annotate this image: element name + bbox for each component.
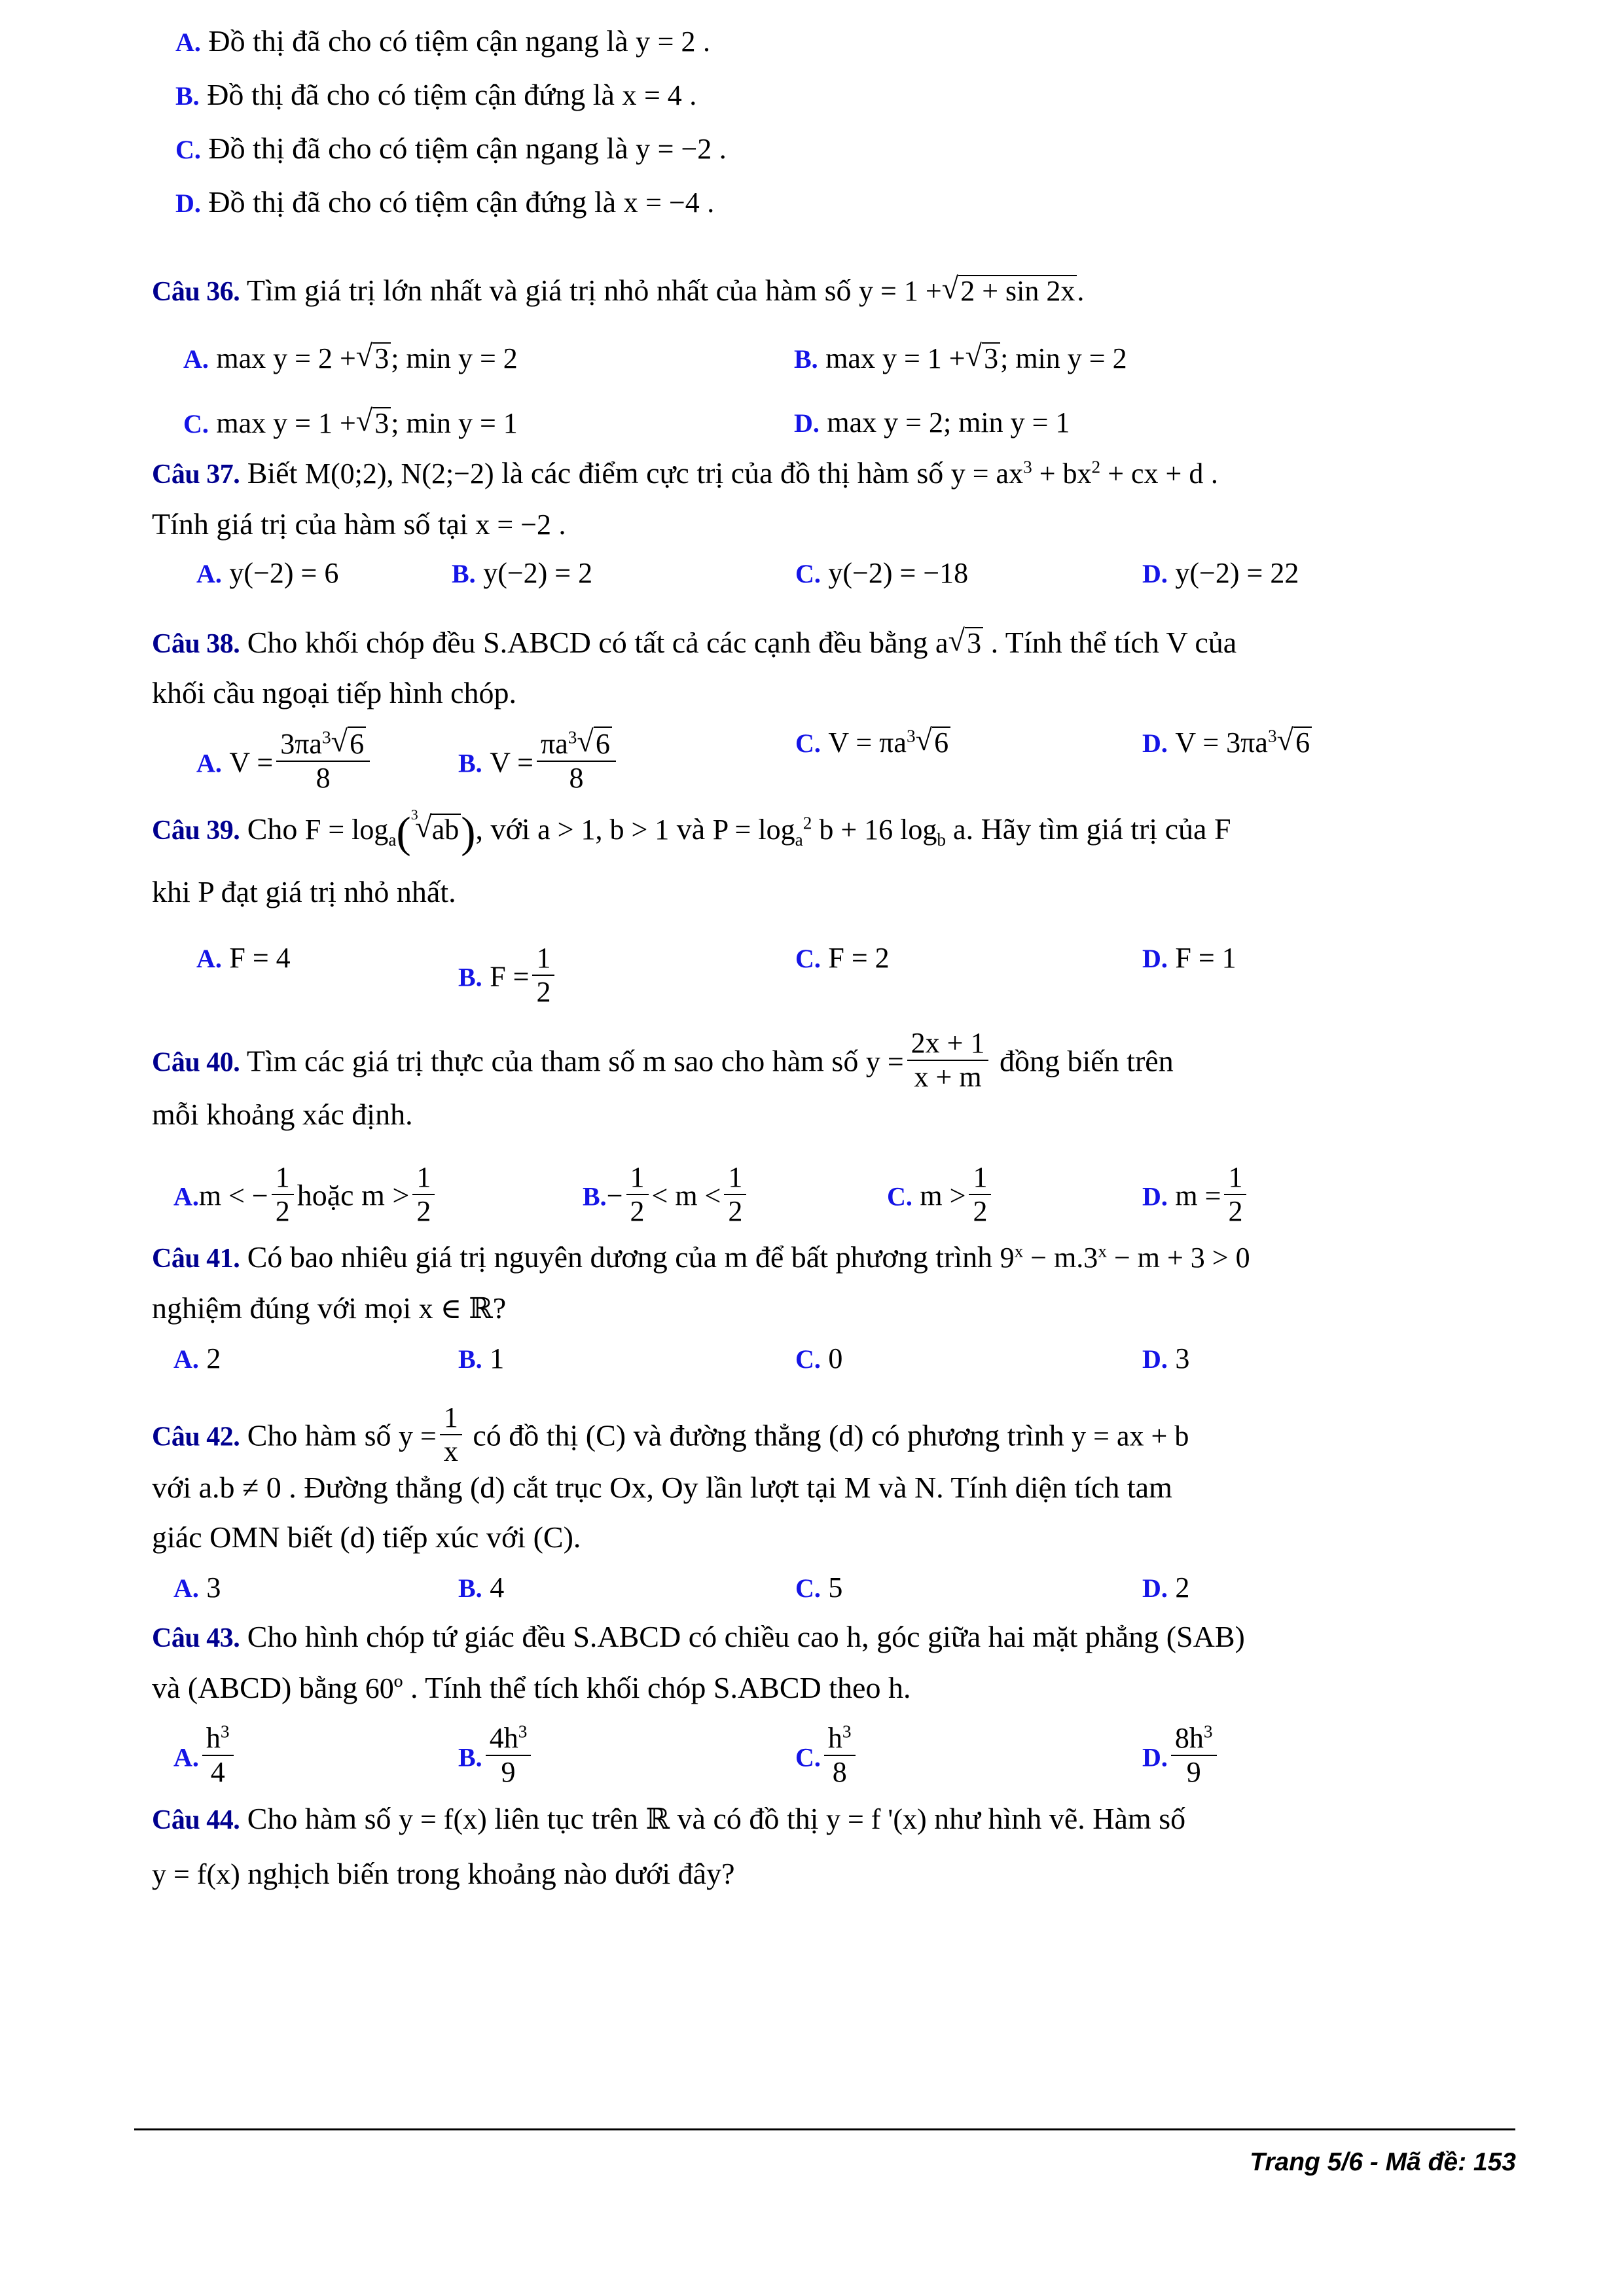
option-label-d: D. bbox=[1142, 944, 1168, 973]
q41-stem-line2 bbox=[152, 1293, 506, 1323]
q35-option-b-math-x: x bbox=[622, 79, 637, 111]
option-label-d: D. bbox=[175, 188, 201, 218]
page-footer: Trang 5/6 - Mã đề: 153 bbox=[1250, 2148, 1516, 2176]
option-label-a: A. bbox=[173, 1344, 199, 1374]
q38-stem-line2 bbox=[152, 678, 516, 708]
q36-option-b bbox=[794, 342, 1127, 373]
q40-option-d bbox=[1142, 1162, 1250, 1227]
q35-option-d-period: . bbox=[707, 187, 715, 219]
q39-stem-line2 bbox=[152, 877, 456, 907]
q39-option-b-lead: F = bbox=[490, 960, 530, 993]
q40-line2: mỗi khoảng xác định. bbox=[152, 1098, 413, 1131]
q43-angle: 60º bbox=[365, 1672, 403, 1704]
q42-stem-fraction: $\frac{1}{x}$ bbox=[440, 1402, 462, 1467]
q40-option-b-fraction-1: $\frac{1}{2}$ bbox=[626, 1162, 649, 1227]
q43-option-a bbox=[173, 1723, 237, 1787]
q37-option-b-text: y(−2) = 2 bbox=[483, 557, 593, 589]
option-label-d: D. bbox=[1142, 1573, 1168, 1603]
q44-stem-R: ℝ bbox=[645, 1803, 670, 1835]
q41-line2-pre: nghiệm đúng với mọi bbox=[152, 1291, 412, 1325]
q35-option-d-math-eq: = −4 bbox=[645, 187, 700, 219]
q39-stem-P: $P = \log_a^2 b + 16$ $\log_b a$ bbox=[712, 813, 966, 850]
option-label-d: D. bbox=[1142, 1344, 1168, 1374]
q41-option-b bbox=[458, 1343, 504, 1373]
q40-stem-pre: Tìm các giá trị thực của tham số m sao cho hàm số bbox=[246, 1044, 859, 1078]
q42-stem-mid: có đồ thị (C) và đường thẳng (d) có phương trình bbox=[473, 1418, 1064, 1452]
q35-option-a-math-y: y bbox=[636, 26, 651, 58]
q38-option-c-sqrt: √ 6 bbox=[916, 726, 951, 757]
option-label-d: D. bbox=[1142, 1742, 1168, 1772]
q36-option-a bbox=[183, 342, 518, 373]
q35-option-c-text: Đồ thị đã cho có tiệm cận ngang là bbox=[208, 132, 628, 165]
q41-option-a bbox=[173, 1343, 221, 1373]
q38-line2: khối cầu ngoại tiếp hình chóp. bbox=[152, 676, 516, 709]
q44-number: Câu 44. bbox=[152, 1805, 240, 1835]
q35-option-b-math-eq: = 4 bbox=[643, 79, 682, 111]
q41-line2-end: ? bbox=[492, 1291, 507, 1325]
q39-paren-open: ( bbox=[396, 809, 411, 857]
q40-stem-fraction: $\frac{2x + 1}{x + m}$ bbox=[907, 1028, 989, 1092]
q36-stem bbox=[152, 275, 1084, 306]
q44-stem-tail: như hình vẽ. Hàm số bbox=[934, 1802, 1186, 1835]
option-label-b: B. bbox=[458, 748, 482, 778]
q37-option-b bbox=[452, 558, 592, 588]
q40-option-c bbox=[887, 1162, 994, 1227]
q41-option-d-text: 3 bbox=[1175, 1342, 1190, 1374]
q44-stem-fprime: y = f '(x) bbox=[825, 1803, 927, 1835]
q44-line2-f: y = f(x) bbox=[152, 1858, 240, 1890]
option-label-c: C. bbox=[795, 1573, 821, 1603]
q35-option-a-text: Đồ thị đã cho có tiệm cận ngang là bbox=[208, 24, 628, 58]
option-label-c: C. bbox=[795, 728, 821, 758]
q44-stem-line1 bbox=[152, 1804, 1185, 1834]
option-label-a: A. bbox=[196, 748, 222, 778]
q42-number: Câu 42. bbox=[152, 1422, 240, 1452]
option-label-c: C. bbox=[887, 1181, 912, 1211]
option-label-b: B. bbox=[458, 1573, 482, 1603]
q41-option-b-text: 1 bbox=[490, 1342, 505, 1374]
q43-line2-tail: . Tính thể tích khối chóp S.ABCD theo h. bbox=[410, 1671, 911, 1704]
q42-option-c-text: 5 bbox=[828, 1571, 843, 1604]
q36-option-b-tail: ; min y = 2 bbox=[1000, 342, 1127, 374]
q41-stem-line1 bbox=[152, 1242, 1250, 1272]
q37-stem-line1 bbox=[152, 458, 1218, 488]
option-label-a: A. bbox=[173, 1573, 199, 1603]
q40-option-d-pre: m = bbox=[1175, 1179, 1221, 1212]
option-label-a: A. bbox=[196, 944, 222, 973]
q38-option-b bbox=[458, 726, 619, 793]
q42-option-b-text: 4 bbox=[490, 1571, 505, 1604]
option-label-a: A. bbox=[196, 559, 222, 588]
q40-option-d-fraction: $\frac{1}{2}$ bbox=[1224, 1162, 1246, 1227]
q38-stem-pre: Cho khối chóp đều S.ABCD có tất cả các cạnh đều bằng bbox=[247, 626, 928, 659]
q36-option-c-sqrt: √ 3 bbox=[356, 407, 391, 438]
q43-option-b-fraction: $\frac{4h^3}{9}$ bbox=[486, 1723, 532, 1787]
q39-number: Câu 39. bbox=[152, 816, 240, 846]
q36-option-a-tail: ; min y = 2 bbox=[391, 342, 518, 374]
q35-option-c-math-y: y bbox=[636, 133, 651, 165]
q37-stem-points: M(0;2), N(2;−2) bbox=[304, 457, 494, 490]
q38-stem-line1 bbox=[152, 627, 1236, 658]
q43-option-d-fraction: $\frac{8h^3}{9}$ bbox=[1171, 1723, 1217, 1787]
option-label-d: D. bbox=[1142, 1181, 1168, 1211]
option-label-c: C. bbox=[795, 1344, 821, 1374]
q40-option-b-fraction-2: $\frac{1}{2}$ bbox=[724, 1162, 746, 1227]
q44-stem-mid: liên tục trên bbox=[494, 1802, 638, 1835]
q39-stem-mid: , với bbox=[475, 812, 530, 846]
q36-option-a-sqrt: √ 3 bbox=[356, 342, 391, 373]
q40-option-b-pre: − bbox=[606, 1179, 623, 1212]
q39-option-a bbox=[196, 942, 291, 973]
q42-stem-line3 bbox=[152, 1522, 581, 1552]
q40-option-a bbox=[173, 1162, 438, 1227]
q38-stem-mid: . Tính thể tích V của bbox=[990, 626, 1237, 659]
q38-option-d-text: $V = 3\pi a^3$ bbox=[1175, 726, 1277, 759]
q41-stem-pre: Có bao nhiêu giá trị nguyên dương của m để bất phương trình bbox=[247, 1240, 993, 1274]
q37-option-c bbox=[795, 558, 968, 588]
q36-option-c bbox=[183, 407, 518, 438]
q41-option-c bbox=[795, 1343, 842, 1373]
q41-number: Câu 41. bbox=[152, 1244, 240, 1274]
q35-option-d bbox=[175, 187, 714, 217]
q36-option-d bbox=[794, 407, 1070, 437]
q40-option-c-pre: m > bbox=[920, 1179, 966, 1212]
q42-stem-y: y = bbox=[398, 1420, 437, 1452]
q36-number: Câu 36. bbox=[152, 277, 240, 307]
q36-stem-text: Tìm giá trị lớn nhất và giá trị nhỏ nhất của hàm số bbox=[246, 274, 852, 307]
q38-option-a-lead: V = bbox=[229, 746, 274, 779]
q35-option-d-text: Đồ thị đã cho có tiệm cận đứng là bbox=[208, 185, 617, 219]
footer-divider bbox=[134, 2128, 1515, 2130]
q42-stem-line1 bbox=[152, 1402, 1189, 1467]
q41-line2-math: x ∈ ℝ bbox=[418, 1293, 493, 1325]
q39-paren-close: ) bbox=[461, 809, 476, 857]
q43-stem-line1 bbox=[152, 1622, 1245, 1652]
q42-option-c bbox=[795, 1572, 842, 1602]
q40-option-c-fraction: $\frac{1}{2}$ bbox=[969, 1162, 991, 1227]
q43-option-a-fraction: $\frac{h^3}{4}$ bbox=[202, 1723, 234, 1787]
q37-stem-pre: Biết bbox=[247, 456, 298, 490]
q43-option-c-fraction: $\frac{h^3}{8}$ bbox=[824, 1723, 856, 1787]
q40-option-b-mid: < m < bbox=[651, 1179, 721, 1212]
q38-stem-math-a: a bbox=[935, 627, 948, 659]
option-label-a: A. bbox=[173, 1181, 199, 1211]
q42-option-a bbox=[173, 1572, 221, 1602]
q36-stem-sqrt: √ 2 + sin 2x bbox=[942, 275, 1077, 306]
q39-option-b-fraction: $\frac{1}{2}$ bbox=[532, 942, 554, 1007]
q37-stem-dot: . bbox=[1210, 457, 1218, 490]
q39-option-d bbox=[1142, 942, 1236, 973]
q37-option-a-text: y(−2) = 6 bbox=[229, 557, 339, 589]
q43-option-b bbox=[458, 1723, 534, 1787]
q36-option-c-tail: ; min y = 1 bbox=[391, 407, 518, 439]
q42-option-d-text: 2 bbox=[1175, 1571, 1190, 1604]
q38-option-b-lead: V = bbox=[490, 746, 533, 779]
q39-stem-cond: a > 1, b > 1 bbox=[537, 814, 670, 846]
q39-option-c-text: F = 2 bbox=[828, 942, 890, 974]
q38-option-d-sqrt: √ 6 bbox=[1277, 726, 1312, 757]
q39-option-d-text: F = 1 bbox=[1175, 942, 1236, 974]
q37-stem-line2 bbox=[152, 509, 566, 539]
q42-stem-eq: y = ax + b bbox=[1072, 1420, 1189, 1452]
option-label-b: B. bbox=[458, 962, 482, 992]
q36-option-b-lead: max y = 1 + bbox=[825, 342, 965, 374]
q37-line2-dot: . bbox=[558, 509, 566, 541]
option-label-c: C. bbox=[795, 559, 821, 588]
option-label-d: D. bbox=[794, 408, 820, 438]
q40-stem-line2 bbox=[152, 1100, 413, 1130]
q38-option-a-fraction: $\frac{3\pi a^3 √ 6}{8}$ bbox=[276, 726, 370, 793]
q43-stem-line2 bbox=[152, 1673, 911, 1703]
q44-stem-mid2: và có đồ thị bbox=[677, 1802, 819, 1835]
q37-option-c-text: y(−2) = −18 bbox=[828, 557, 969, 589]
q35-option-a-period: . bbox=[702, 26, 710, 58]
option-label-b: B. bbox=[458, 1742, 482, 1772]
q38-option-c-text: $V = \pi a^3$ bbox=[828, 726, 916, 759]
q38-option-a bbox=[196, 726, 373, 793]
q37-number: Câu 37. bbox=[152, 459, 240, 490]
q43-option-c bbox=[795, 1723, 859, 1787]
q39-option-b bbox=[458, 942, 558, 1007]
q42-option-a-text: 3 bbox=[206, 1571, 221, 1604]
q35-option-c-math-eq: = −2 bbox=[657, 133, 712, 165]
option-label-d: D. bbox=[1142, 728, 1168, 758]
q44-line2-tail: nghịch biến trong khoảng nào dưới đây? bbox=[247, 1857, 735, 1890]
q41-option-d bbox=[1142, 1343, 1189, 1373]
q43-option-d bbox=[1142, 1723, 1220, 1787]
q36-stem-math-lead: y = 1 + bbox=[859, 275, 942, 307]
q36-option-b-sqrt: √ 3 bbox=[965, 342, 1001, 373]
q35-option-b-text: Đồ thị đã cho có tiệm cận đứng là bbox=[207, 78, 615, 111]
q41-option-c-text: 0 bbox=[828, 1342, 843, 1374]
q39-stem-and: và bbox=[676, 812, 706, 846]
q42-option-b bbox=[458, 1572, 504, 1602]
q36-option-a-lead: max y = 2 + bbox=[216, 342, 356, 374]
q35-option-b bbox=[175, 80, 696, 110]
q37-line2-pre: Tính giá trị của hàm số tại bbox=[152, 507, 468, 541]
option-label-c: C. bbox=[795, 944, 821, 973]
q40-option-a-fraction-2: $\frac{1}{2}$ bbox=[412, 1162, 435, 1227]
q39-option-a-text: F = 4 bbox=[229, 942, 291, 974]
q36-option-c-lead: max y = 1 + bbox=[216, 407, 356, 439]
q37-stem-mid: là các điểm cực trị của đồ thị hàm số bbox=[501, 456, 944, 490]
q43-line2-pre: và (ABCD) bằng bbox=[152, 1671, 358, 1704]
q40-option-a-fraction-1: $\frac{1}{2}$ bbox=[272, 1162, 294, 1227]
q35-option-b-period: . bbox=[689, 79, 697, 111]
q38-number: Câu 38. bbox=[152, 629, 240, 659]
q44-stem-line2 bbox=[152, 1859, 734, 1889]
q40-option-a-mid: hoặc m > bbox=[297, 1178, 410, 1212]
q40-number: Câu 40. bbox=[152, 1047, 240, 1078]
option-label-c: C. bbox=[795, 1742, 821, 1772]
q39-cube-root: √ 3 ab bbox=[411, 814, 461, 844]
q37-stem-fn: $y = ax^3 + bx^2$ + cx + d bbox=[950, 457, 1204, 490]
q35-option-d-math-x: x bbox=[623, 187, 638, 219]
q35-option-c bbox=[175, 134, 727, 164]
q44-stem-f: y = f(x) bbox=[398, 1803, 487, 1835]
q42-option-d bbox=[1142, 1572, 1189, 1602]
option-label-b: B. bbox=[452, 559, 476, 588]
q37-line2-math: x = −2 bbox=[475, 509, 552, 541]
q37-option-d bbox=[1142, 558, 1299, 588]
q40-stem-line1 bbox=[152, 1028, 1174, 1092]
q37-option-a bbox=[196, 558, 338, 588]
option-label-a: A. bbox=[173, 1742, 199, 1772]
q43-number: Câu 43. bbox=[152, 1623, 240, 1653]
q38-option-d bbox=[1142, 726, 1312, 757]
q39-line2: khi P đạt giá trị nhỏ nhất. bbox=[152, 875, 456, 908]
q40-option-a-pre: m < − bbox=[198, 1179, 268, 1212]
q35-option-a-math-eq: = 2 bbox=[657, 26, 696, 58]
option-label-b: B. bbox=[583, 1181, 607, 1211]
q36-stem-end: . bbox=[1077, 275, 1085, 307]
q35-option-a bbox=[175, 26, 710, 56]
q40-stem-y: y = bbox=[865, 1045, 904, 1078]
q37-option-d-text: y(−2) = 22 bbox=[1175, 557, 1299, 589]
q39-stem-F: $F = \log_a$ bbox=[304, 814, 397, 850]
q42-line3: giác OMN biết (d) tiếp xúc với (C). bbox=[152, 1520, 581, 1554]
q40-option-b bbox=[583, 1162, 749, 1227]
q38-option-c bbox=[795, 726, 950, 757]
q38-stem-sqrt: √ 3 bbox=[948, 627, 984, 658]
q39-option-c bbox=[795, 942, 890, 973]
option-label-a: A. bbox=[175, 27, 201, 57]
q41-option-a-text: 2 bbox=[206, 1342, 221, 1374]
q40-stem-tail: đồng biến trên bbox=[999, 1044, 1174, 1078]
q42-stem-line2 bbox=[152, 1473, 1172, 1503]
q42-line2: với a.b ≠ 0 . Đường thẳng (d) cắt trục Ox, Oy lần lượt tại M và N. Tính diện tích tam bbox=[152, 1471, 1172, 1504]
q39-stem-line1 bbox=[152, 806, 1231, 857]
q41-stem-math: $9^x - m.3^x - m + 3 > 0$ bbox=[1000, 1241, 1250, 1274]
option-label-c: C. bbox=[175, 135, 201, 164]
option-label-b: B. bbox=[458, 1344, 482, 1374]
q39-stem-tail: . Hãy tìm giá trị của F bbox=[965, 812, 1231, 846]
option-label-a: A. bbox=[183, 344, 209, 374]
q39-stem-pre: Cho bbox=[247, 812, 298, 846]
q38-option-b-fraction: $\frac{\pi a^3 √ 6}{8}$ bbox=[537, 726, 616, 793]
q36-option-d-lead: max y = 2; min y = 1 bbox=[827, 406, 1070, 439]
option-label-b: B. bbox=[794, 344, 818, 374]
option-label-d: D. bbox=[1142, 559, 1168, 588]
q35-option-c-period: . bbox=[719, 133, 727, 165]
q42-stem-pre: Cho hàm số bbox=[247, 1418, 391, 1452]
option-label-b: B. bbox=[175, 81, 200, 111]
q43-stem: Cho hình chóp tứ giác đều S.ABCD có chiều cao h, góc giữa hai mặt phẳng (SAB) bbox=[247, 1620, 1245, 1653]
option-label-c: C. bbox=[183, 409, 209, 439]
q44-stem-pre: Cho hàm số bbox=[247, 1802, 391, 1835]
